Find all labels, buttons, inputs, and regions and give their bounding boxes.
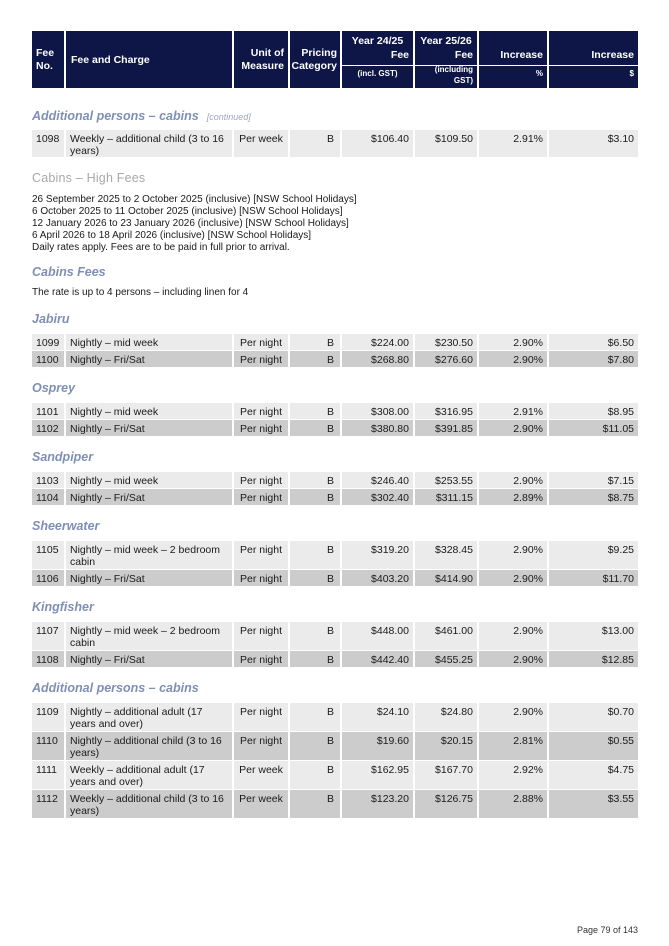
cell-cat: B	[290, 489, 342, 505]
cell-desc: Nightly – Fri/Sat	[66, 489, 234, 505]
cell-pct: 2.92%	[479, 761, 549, 789]
cell-unit: Per night	[234, 420, 290, 436]
header-fy2-year: Year 25/26	[420, 35, 472, 47]
fee-row	[32, 790, 638, 818]
cell-inc: $0.70	[549, 703, 638, 731]
cell-desc: Nightly – Fri/Sat	[66, 420, 234, 436]
cell-desc: Weekly – additional child (3 to 16 years)	[66, 130, 234, 157]
cell-cat: B	[290, 651, 342, 667]
cell-cat: B	[290, 130, 342, 157]
high-fees-line: 12 January 2026 to 23 January 2026 (inclusive) [NSW School Holidays]	[32, 218, 349, 229]
cell-desc: Nightly – Fri/Sat	[66, 570, 234, 586]
page-number: Page 79 of 143	[576, 925, 638, 935]
cell-inc: $0.55	[549, 732, 638, 760]
cell-cat: B	[290, 420, 342, 436]
cell-no: 1101	[32, 403, 66, 419]
cell-desc: Nightly – additional adult (17 years and over)	[66, 703, 234, 731]
high-fees-line: 26 September 2025 to 2 October 2025 (inclusive) [NSW School Holidays]	[32, 194, 357, 205]
cell-fy1: $162.95	[342, 761, 415, 789]
cell-inc: $13.00	[549, 622, 638, 650]
cell-cat: B	[290, 334, 342, 350]
header-increase-dollar-unit: $	[629, 69, 634, 78]
cell-unit: Per night	[234, 570, 290, 586]
fee-row	[32, 651, 638, 667]
cell-inc: $8.75	[549, 489, 638, 505]
cell-fy2: $20.15	[415, 732, 479, 760]
cell-fy1: $319.20	[342, 541, 415, 569]
cell-unit: Per night	[234, 351, 290, 367]
cell-desc: Nightly – Fri/Sat	[66, 651, 234, 667]
cell-pct: 2.90%	[479, 351, 549, 367]
cell-no: 1109	[32, 703, 66, 731]
table-header	[32, 31, 638, 88]
section-title-sheerwater: Sheerwater	[32, 519, 100, 533]
cell-cat: B	[290, 570, 342, 586]
high-fees-line: 6 April 2026 to 18 April 2026 (inclusive) [NSW School Holidays]	[32, 230, 312, 241]
cell-cat: B	[290, 761, 342, 789]
fee-row	[32, 489, 638, 505]
cell-inc: $7.15	[549, 472, 638, 488]
section-title-high-fees: Cabins – High Fees	[32, 171, 146, 185]
cell-inc: $3.55	[549, 790, 638, 818]
header-increase-dollar-label: Increase	[591, 49, 634, 61]
header-year-25-26	[415, 31, 479, 88]
cell-fy1: $380.80	[342, 420, 415, 436]
cell-fy2: $311.15	[415, 489, 479, 505]
cell-inc: $11.70	[549, 570, 638, 586]
cell-unit: Per week	[234, 130, 290, 157]
cell-unit: Per night	[234, 541, 290, 569]
section-title-additional-continued	[32, 109, 251, 123]
section-title-cabins-fees: Cabins Fees	[32, 265, 106, 279]
cell-desc: Nightly – mid week	[66, 472, 234, 488]
cell-inc: $3.10	[549, 130, 638, 157]
cell-inc: $12.85	[549, 651, 638, 667]
fee-row	[32, 420, 638, 436]
cell-fy1: $302.40	[342, 489, 415, 505]
cell-no: 1099	[32, 334, 66, 350]
cell-pct: 2.90%	[479, 622, 549, 650]
cell-desc: Weekly – additional child (3 to 16 years)	[66, 790, 234, 818]
header-fy2-including: (including	[434, 65, 473, 74]
header-fee-no-line1: Fee	[36, 46, 55, 59]
header-fy1-gst: (incl. GST)	[357, 69, 398, 78]
cell-inc: $7.80	[549, 351, 638, 367]
cell-desc: Nightly – additional child (3 to 16 years)	[66, 732, 234, 760]
cell-desc: Nightly – mid week – 2 bedroom cabin	[66, 541, 234, 569]
cell-pct: 2.91%	[479, 130, 549, 157]
cell-pct: 2.90%	[479, 334, 549, 350]
cell-no: 1105	[32, 541, 66, 569]
section-title-kingfisher: Kingfisher	[32, 600, 94, 614]
cell-cat: B	[290, 732, 342, 760]
cell-desc: Nightly – Fri/Sat	[66, 351, 234, 367]
header-fy2-gst: GST)	[453, 76, 473, 85]
cell-desc: Weekly – additional adult (17 years and over)	[66, 761, 234, 789]
cell-fy2: $24.80	[415, 703, 479, 731]
fee-row	[32, 472, 638, 488]
cell-no: 1103	[32, 472, 66, 488]
cell-desc: Nightly – mid week	[66, 403, 234, 419]
cell-fy2: $316.95	[415, 403, 479, 419]
cell-fy2: $391.85	[415, 420, 479, 436]
cell-pct: 2.81%	[479, 732, 549, 760]
cell-no: 1108	[32, 651, 66, 667]
cell-no: 1102	[32, 420, 66, 436]
cell-unit: Per night	[234, 622, 290, 650]
cell-fy2: $230.50	[415, 334, 479, 350]
cell-unit: Per night	[234, 334, 290, 350]
header-fee-no	[32, 31, 66, 88]
fee-row	[32, 570, 638, 586]
header-fee-and-charge	[66, 31, 234, 88]
fee-row	[32, 732, 638, 760]
cell-fy1: $403.20	[342, 570, 415, 586]
fee-row	[32, 351, 638, 367]
header-pricing-line1: Pricing	[301, 46, 337, 59]
cell-unit: Per night	[234, 472, 290, 488]
cell-inc: $9.25	[549, 541, 638, 569]
cell-inc: $6.50	[549, 334, 638, 350]
fee-row	[32, 334, 638, 350]
header-fee-no-line2: No.	[36, 59, 53, 72]
cell-pct: 2.90%	[479, 541, 549, 569]
cell-pct: 2.88%	[479, 790, 549, 818]
header-fy2-fee: Fee	[454, 49, 473, 61]
cell-cat: B	[290, 790, 342, 818]
high-fees-dates	[32, 194, 357, 254]
cell-desc: Nightly – mid week – 2 bedroom cabin	[66, 622, 234, 650]
cell-pct: 2.90%	[479, 472, 549, 488]
cell-no: 1110	[32, 732, 66, 760]
cell-cat: B	[290, 403, 342, 419]
cell-fy1: $448.00	[342, 622, 415, 650]
cell-cat: B	[290, 351, 342, 367]
cell-cat: B	[290, 472, 342, 488]
fee-row	[32, 403, 638, 419]
header-increase-percent	[479, 31, 549, 88]
cell-fy1: $224.00	[342, 334, 415, 350]
cell-unit: Per night	[234, 703, 290, 731]
cell-fy2: $414.90	[415, 570, 479, 586]
cell-fy2: $276.60	[415, 351, 479, 367]
header-unit-line1: Unit of	[250, 46, 284, 59]
cell-fy2: $461.00	[415, 622, 479, 650]
cell-unit: Per night	[234, 489, 290, 505]
cell-fy1: $268.80	[342, 351, 415, 367]
cell-unit: Per week	[234, 790, 290, 818]
cell-no: 1107	[32, 622, 66, 650]
header-unit-line2: Measure	[241, 59, 284, 72]
cell-fy1: $442.40	[342, 651, 415, 667]
cell-fy2: $253.55	[415, 472, 479, 488]
section-title-osprey: Osprey	[32, 381, 76, 395]
header-increase-dollar	[549, 31, 638, 88]
cell-no: 1104	[32, 489, 66, 505]
section-title-text: Additional persons – cabins	[32, 109, 199, 123]
cell-inc: $4.75	[549, 761, 638, 789]
cell-fy1: $123.20	[342, 790, 415, 818]
cell-no: 1111	[32, 761, 66, 789]
cell-cat: B	[290, 622, 342, 650]
cell-pct: 2.90%	[479, 703, 549, 731]
cell-unit: Per night	[234, 403, 290, 419]
cell-fy1: $24.10	[342, 703, 415, 731]
header-increase-pct-label: Increase	[500, 49, 543, 61]
cell-desc: Nightly – mid week	[66, 334, 234, 350]
section-title-jabiru: Jabiru	[32, 312, 70, 326]
header-unit-of-measure	[234, 31, 290, 88]
high-fees-line: 6 October 2025 to 11 October 2025 (inclusive) [NSW School Holidays]	[32, 206, 343, 217]
header-fy1-year: Year 24/25	[351, 35, 404, 47]
fee-row	[32, 703, 638, 731]
header-pricing-line2: Category	[291, 59, 337, 72]
cell-cat: B	[290, 703, 342, 731]
header-fy1-fee: Fee	[390, 49, 409, 61]
cell-fy1: $106.40	[342, 130, 415, 157]
section-continued-note: [continued]	[206, 112, 251, 122]
cell-fy2: $167.70	[415, 761, 479, 789]
cell-no: 1112	[32, 790, 66, 818]
cell-pct: 2.90%	[479, 570, 549, 586]
header-increase-pct-unit: %	[535, 69, 543, 78]
fee-row	[32, 130, 638, 157]
cell-unit: Per week	[234, 761, 290, 789]
cell-pct: 2.89%	[479, 489, 549, 505]
cell-cat: B	[290, 541, 342, 569]
cell-fy2: $455.25	[415, 651, 479, 667]
cell-unit: Per night	[234, 732, 290, 760]
cell-fy2: $126.75	[415, 790, 479, 818]
cell-inc: $11.05	[549, 420, 638, 436]
cabins-fees-note: The rate is up to 4 persons – including linen for 4	[32, 287, 249, 298]
cell-fy2: $109.50	[415, 130, 479, 157]
fee-row	[32, 761, 638, 789]
cell-no: 1106	[32, 570, 66, 586]
section-title-additional-persons: Additional persons – cabins	[32, 681, 199, 695]
cell-fy1: $308.00	[342, 403, 415, 419]
cell-pct: 2.90%	[479, 420, 549, 436]
cell-pct: 2.90%	[479, 651, 549, 667]
cell-no: 1098	[32, 130, 66, 157]
high-fees-line: Daily rates apply. Fees are to be paid in full prior to arrival.	[32, 242, 290, 253]
cell-inc: $8.95	[549, 403, 638, 419]
cell-unit: Per night	[234, 651, 290, 667]
section-title-sandpiper: Sandpiper	[32, 450, 94, 464]
cell-fy2: $328.45	[415, 541, 479, 569]
header-year-24-25	[342, 31, 415, 88]
cell-no: 1100	[32, 351, 66, 367]
cell-fy1: $19.60	[342, 732, 415, 760]
cell-fy1: $246.40	[342, 472, 415, 488]
header-pricing-category	[290, 31, 342, 88]
cell-pct: 2.91%	[479, 403, 549, 419]
fee-row	[32, 541, 638, 569]
fee-row	[32, 622, 638, 650]
header-fee-and-charge-label: Fee and Charge	[71, 53, 150, 66]
